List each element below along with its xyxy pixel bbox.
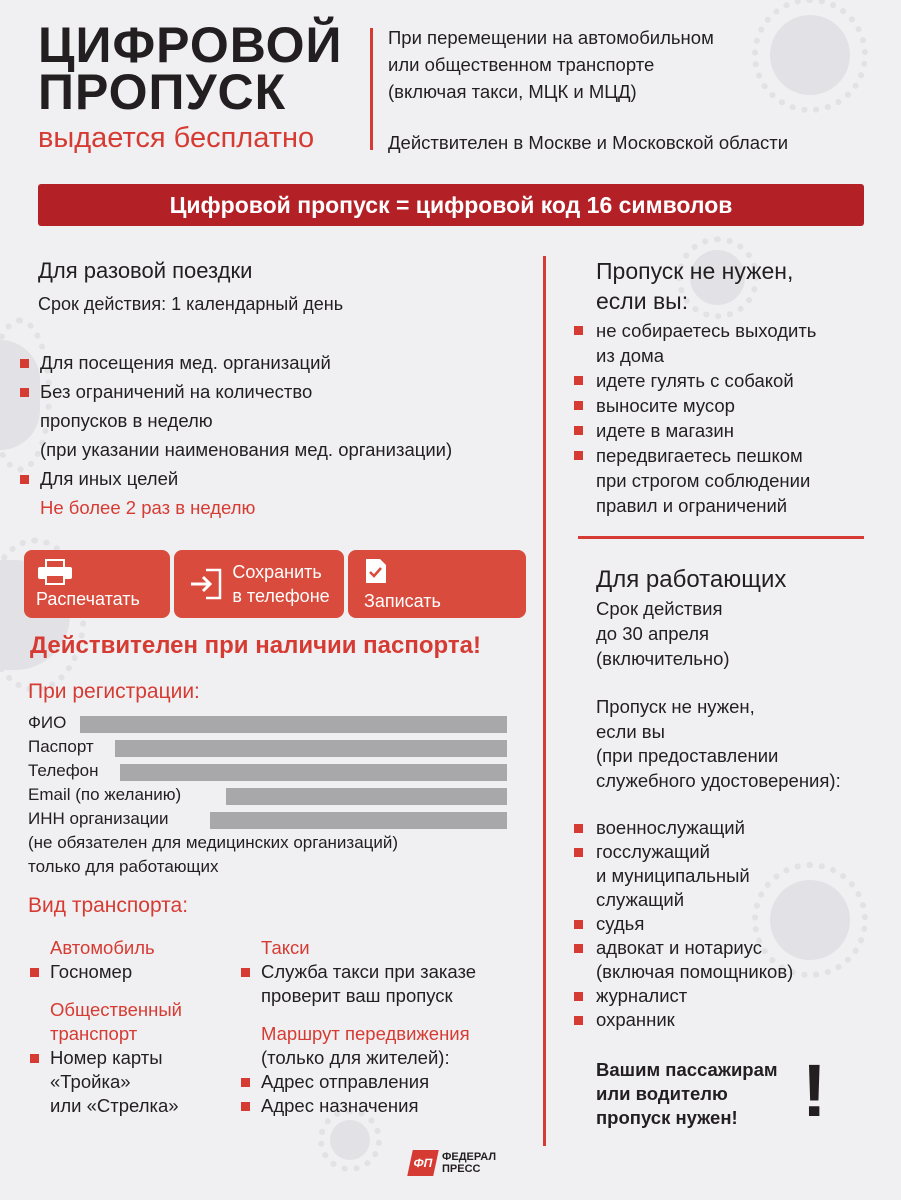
list-item-continuation: или «Стрелка»	[50, 1095, 179, 1116]
registration-passport-label: Паспорт	[28, 737, 94, 756]
header-divider	[370, 28, 373, 150]
printer-icon	[36, 559, 74, 585]
list-item: идете в магазин	[574, 418, 874, 443]
list-item: Для посещения мед. организаций	[20, 351, 452, 375]
header-region: Действителен в Москве и Московской области	[388, 132, 789, 153]
list-item: адвокат и нотариус	[574, 936, 874, 960]
single-trip-validity: Срок действия: 1 календарный день	[38, 294, 344, 314]
list-item: охранник	[574, 1008, 874, 1032]
public-transport-title: транспорт	[50, 1023, 138, 1044]
workers-heading: Для работающих	[596, 566, 787, 593]
list-item-continuation: правил и ограничений	[596, 495, 788, 516]
passport-note: Действителен при наличии паспорта!	[30, 632, 481, 659]
list-item: Госномер	[30, 960, 182, 984]
list-item-continuation: пропусков в неделю	[40, 410, 213, 431]
limit-note: Не более 2 раз в неделю	[40, 497, 256, 518]
code-banner: Цифровой пропуск = цифровой код 16 символов	[38, 184, 864, 226]
registration-phone-label: Телефон	[28, 761, 99, 780]
workers-list	[574, 816, 874, 1032]
document-check-icon	[364, 557, 388, 585]
list-item-continuation: (включая помощников)	[596, 961, 794, 982]
list-item-continuation: проверит ваш пропуск	[261, 985, 453, 1006]
registration-note: (не обязателен для медицинских организаций)	[28, 833, 399, 852]
logo-mark: ФП	[407, 1150, 439, 1176]
registration-email-label: Email (по желанию)	[28, 785, 182, 804]
list-item: судья	[574, 912, 874, 936]
list-item-continuation: из дома	[596, 345, 665, 366]
list-item: идете гулять с собакой	[574, 368, 874, 393]
page-title: ЦИФРОВОЙ ПРОПУСК	[38, 17, 343, 120]
car-title: Автомобиль	[50, 937, 155, 958]
list-item: журналист	[574, 984, 874, 1008]
virus-decoration	[330, 1120, 370, 1160]
list-item: Без ограничений на количество	[20, 380, 452, 404]
list-item: Для иных целей	[20, 467, 452, 491]
fio-redacted	[80, 716, 507, 733]
registration-fio-label: ФИО	[28, 713, 67, 732]
transport-taxi	[241, 936, 476, 1118]
no-pass-list	[574, 318, 874, 518]
passport-redacted	[115, 740, 507, 757]
list-item-continuation: «Тройка»	[50, 1071, 131, 1092]
single-trip-heading: Для разовой поездки	[38, 258, 253, 283]
header-info: При перемещении на автомобильном или общественном транспорте (включая такси, МЦК и МЦД)	[388, 27, 714, 102]
virus-decoration	[770, 15, 850, 95]
list-item: не собираетесь выходить	[574, 318, 874, 343]
list-item: выносите мусор	[574, 393, 874, 418]
list-item: Служба такси при заказе	[241, 960, 476, 984]
registration-heading: При регистрации:	[28, 680, 200, 703]
email-redacted	[226, 788, 507, 805]
login-arrow-icon	[188, 567, 224, 601]
route-note: (только для жителей):	[261, 1047, 450, 1068]
no-pass-heading: Пропуск не нужен, если вы:	[596, 258, 794, 314]
section-divider	[578, 536, 864, 539]
print-button[interactable]: Распечатать	[24, 550, 170, 618]
page-subtitle: выдается бесплатно	[38, 122, 315, 154]
action-buttons	[24, 550, 526, 618]
write-button[interactable]: Записать	[348, 550, 526, 618]
workers-no-pass-title: Пропуск не нужен, если вы	[596, 696, 755, 742]
list-item-continuation: при строгом соблюдении	[596, 470, 811, 491]
transport-heading: Вид транспорта:	[28, 894, 189, 917]
column-divider	[543, 256, 546, 1146]
transport-car	[30, 936, 182, 1118]
taxi-title: Такси	[261, 937, 310, 958]
list-item: госслужащий	[574, 840, 874, 864]
list-item: военнослужащий	[574, 816, 874, 840]
save-to-phone-button[interactable]: Сохранить в телефоне	[174, 550, 344, 618]
list-item: Номер карты	[30, 1046, 182, 1070]
route-title: Маршрут передвижения	[261, 1023, 470, 1044]
list-item: Адрес отправления	[241, 1070, 476, 1094]
list-item-continuation: и муниципальный	[596, 865, 750, 886]
list-item: передвигаетесь пешком	[574, 443, 874, 468]
workers-condition: (при предоставлении служебного удостоверения):	[596, 745, 841, 791]
list-item-continuation: (при указании наименования мед. организации)	[40, 439, 453, 460]
public-transport-title: Общественный	[50, 999, 182, 1020]
single-trip-list	[20, 351, 452, 520]
inn-redacted	[210, 812, 507, 829]
registration-note: только для работающих	[28, 857, 219, 876]
federal-press-logo: ФП ФЕДЕРАЛ ПРЕСС	[410, 1150, 496, 1176]
exclamation-mark: !	[802, 1049, 827, 1132]
list-item: Адрес назначения	[241, 1094, 476, 1118]
workers-validity: Срок действия до 30 апреля (включительно)	[596, 598, 730, 669]
list-item-continuation: служащий	[596, 889, 685, 910]
phone-redacted	[120, 764, 507, 781]
workers-warning: Вашим пассажирам или водителю пропуск нужен!	[596, 1059, 778, 1128]
registration-inn-label: ИНН организации	[28, 809, 169, 828]
